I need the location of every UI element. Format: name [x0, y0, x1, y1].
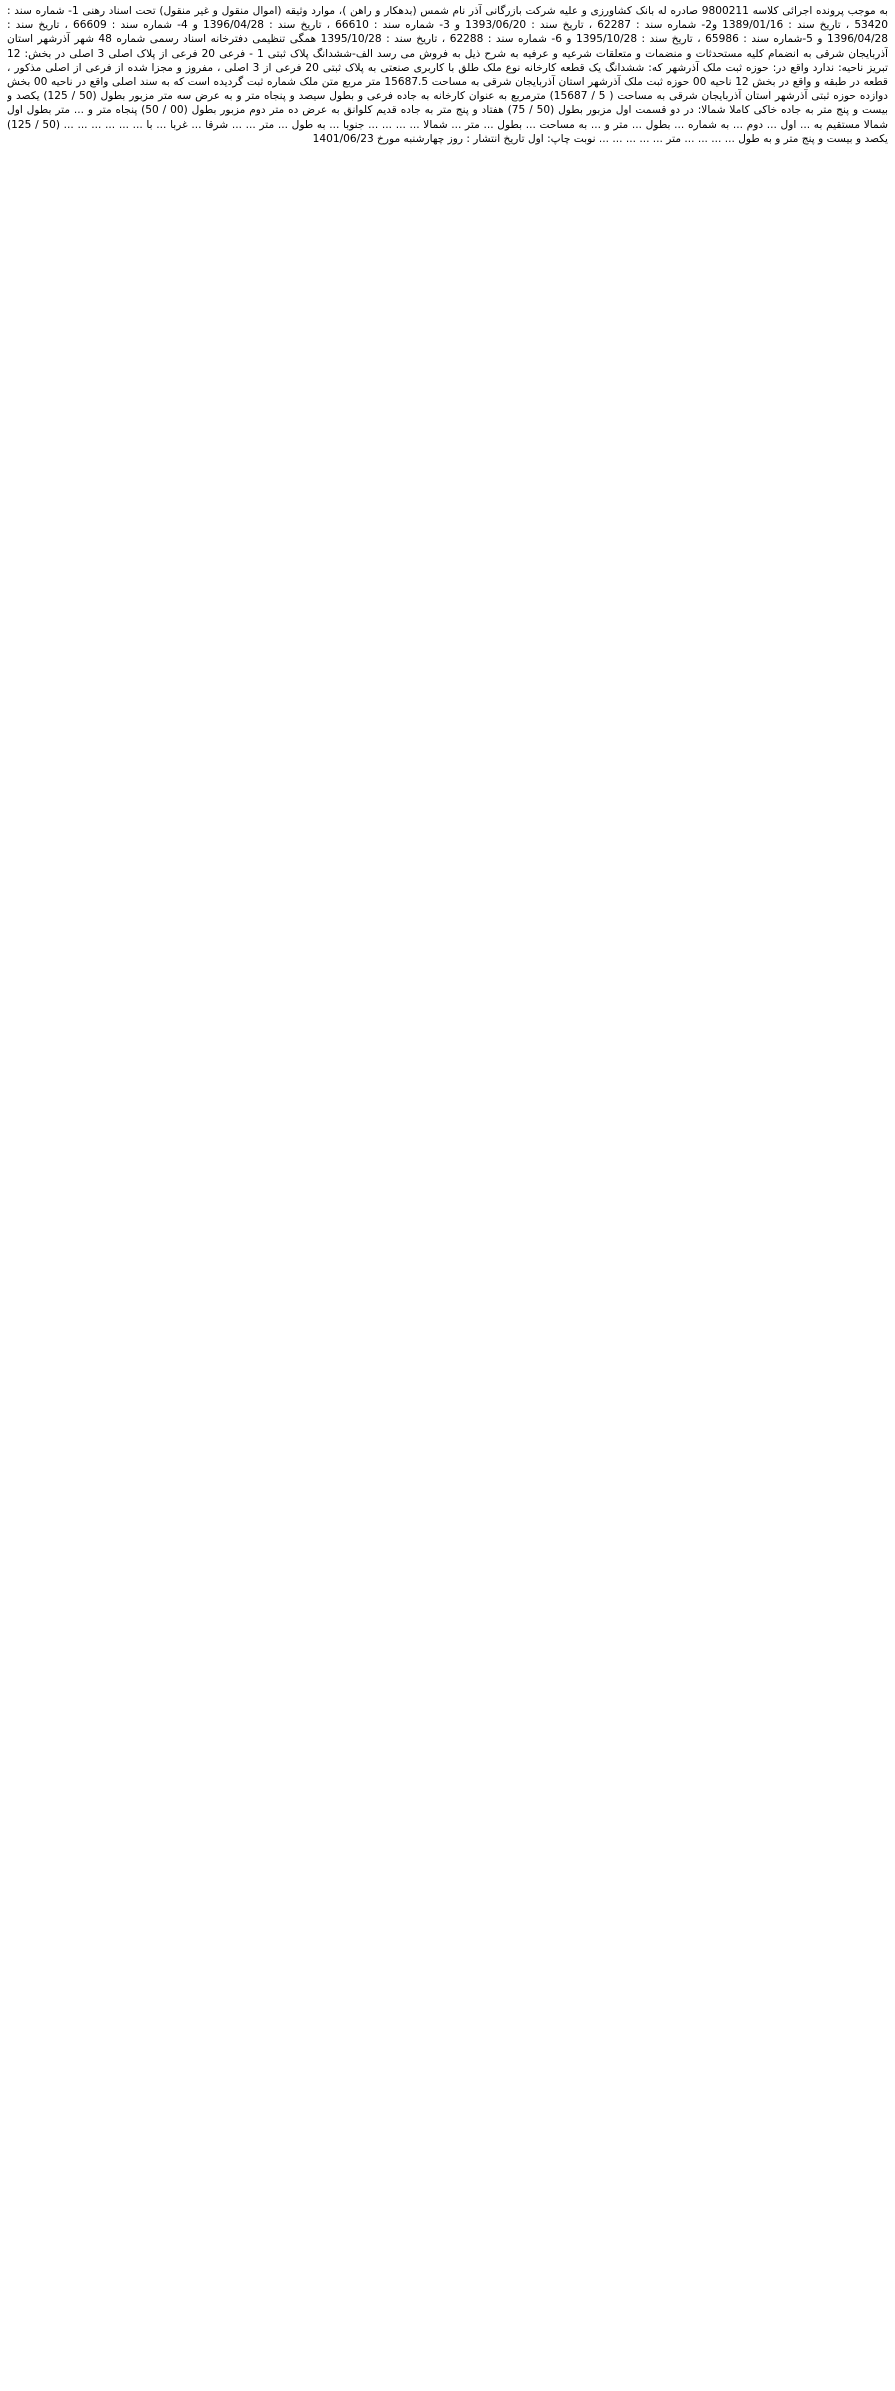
auction-notice-text: [7, 4, 888, 2387]
notice-body: به موجب پرونده اجرائی کلاسه 9800211 صادره له بانک کشاورزی و علیه شرکت بازرگانی آذر نام شمس (بدهکار و راهن )، موارد وثیقه (اموال منقول و غیر منقول) تحت اسناد رهنی 1- شماره سند : 53420 ، تاریخ سند : 1389/01/16 و2- شماره سند : 62287 ، تاریخ سند : 1393/06/20 و 3- شماره سند : 66610 ، تاریخ سند : 1396/04/28 و 4- شماره سند : 66609 ، تاریخ سند : 1396/04/28 و 5-شماره سند : 65986 ، تاریخ سند : 1395/10/28 و 6- شماره سند : 62288 ، تاریخ سند : 1395/10/28 همگی تنظیمی دفترخانه اسناد رسمی شماره 48 شهر آذرشهر استان آذربایجان شرقی به انضمام کلیه مستحدثات و منضمات و متعلقات شرعیه و عرفیه به شرح ذیل به فروش می رسد الف-ششدانگ پلاک ثبتی 1 - فرعی 20 فرعی از پلاک اصلی 3 اصلی در بخش: 12 تبریز ناحیه: ندارد واقع در: حوزه ثبت ملک آذرشهر که: ششدانگ یک قطعه کارخانه نوع ملک طلق با کاربری صنعتی به پلاک ثبتی 20 فرعی از 3 اصلی ، مفروز و مجزا شده از فرعی از اصلی مذکور ، قطعه در طبقه و واقع در بخش 12 ناحیه 00 حوزه ثبت ملک آذرشهر استان آذربایجان شرقی به مساحت 15687.5 متر مربع متن ملک شماره ثبت گردیده است که به سند اصلی واقع در ناحیه 00 بخش دوازده حوزه ثبتی آذرشهر استان آذربایجان شرقی به مساحت ( 5 / 15687) مترمربع به عنوان کارخانه به جاده فرعی و بطول سیصد و پنجاه متر و به عرض سه متر مزبور بطول (50 / 125) یکصد و بیست و پنج متر به جاده خاکی کاملا شمالا: در دو قسمت اول مزبور بطول (50 / 75) هفتاد و پنج متر به جاده قدیم کلوانق به عرض ده متر دوم مزبور بطول (00 / 50) پنجاه متر و ... متر بطول اول شمالا مستقیم به ... اول ... دوم ... به شماره ... بطول ... متر و ... به مساحت ... بطول ... متر ... شمالا ... ... ... ... جنوبا ... به طول ... متر ... ... شرقا ... غربا ... با ... ... ... ... ... ... (50 / 125) یکصد و بیست و پنج متر و به طول ... ... ... ... متر ... ... ... ... ...: [7, 5, 888, 145]
notice-footer: نوبت چاپ: اول تاریخ انتشار : روز چهارشنبه مورخ 1401/06/23: [312, 132, 596, 145]
